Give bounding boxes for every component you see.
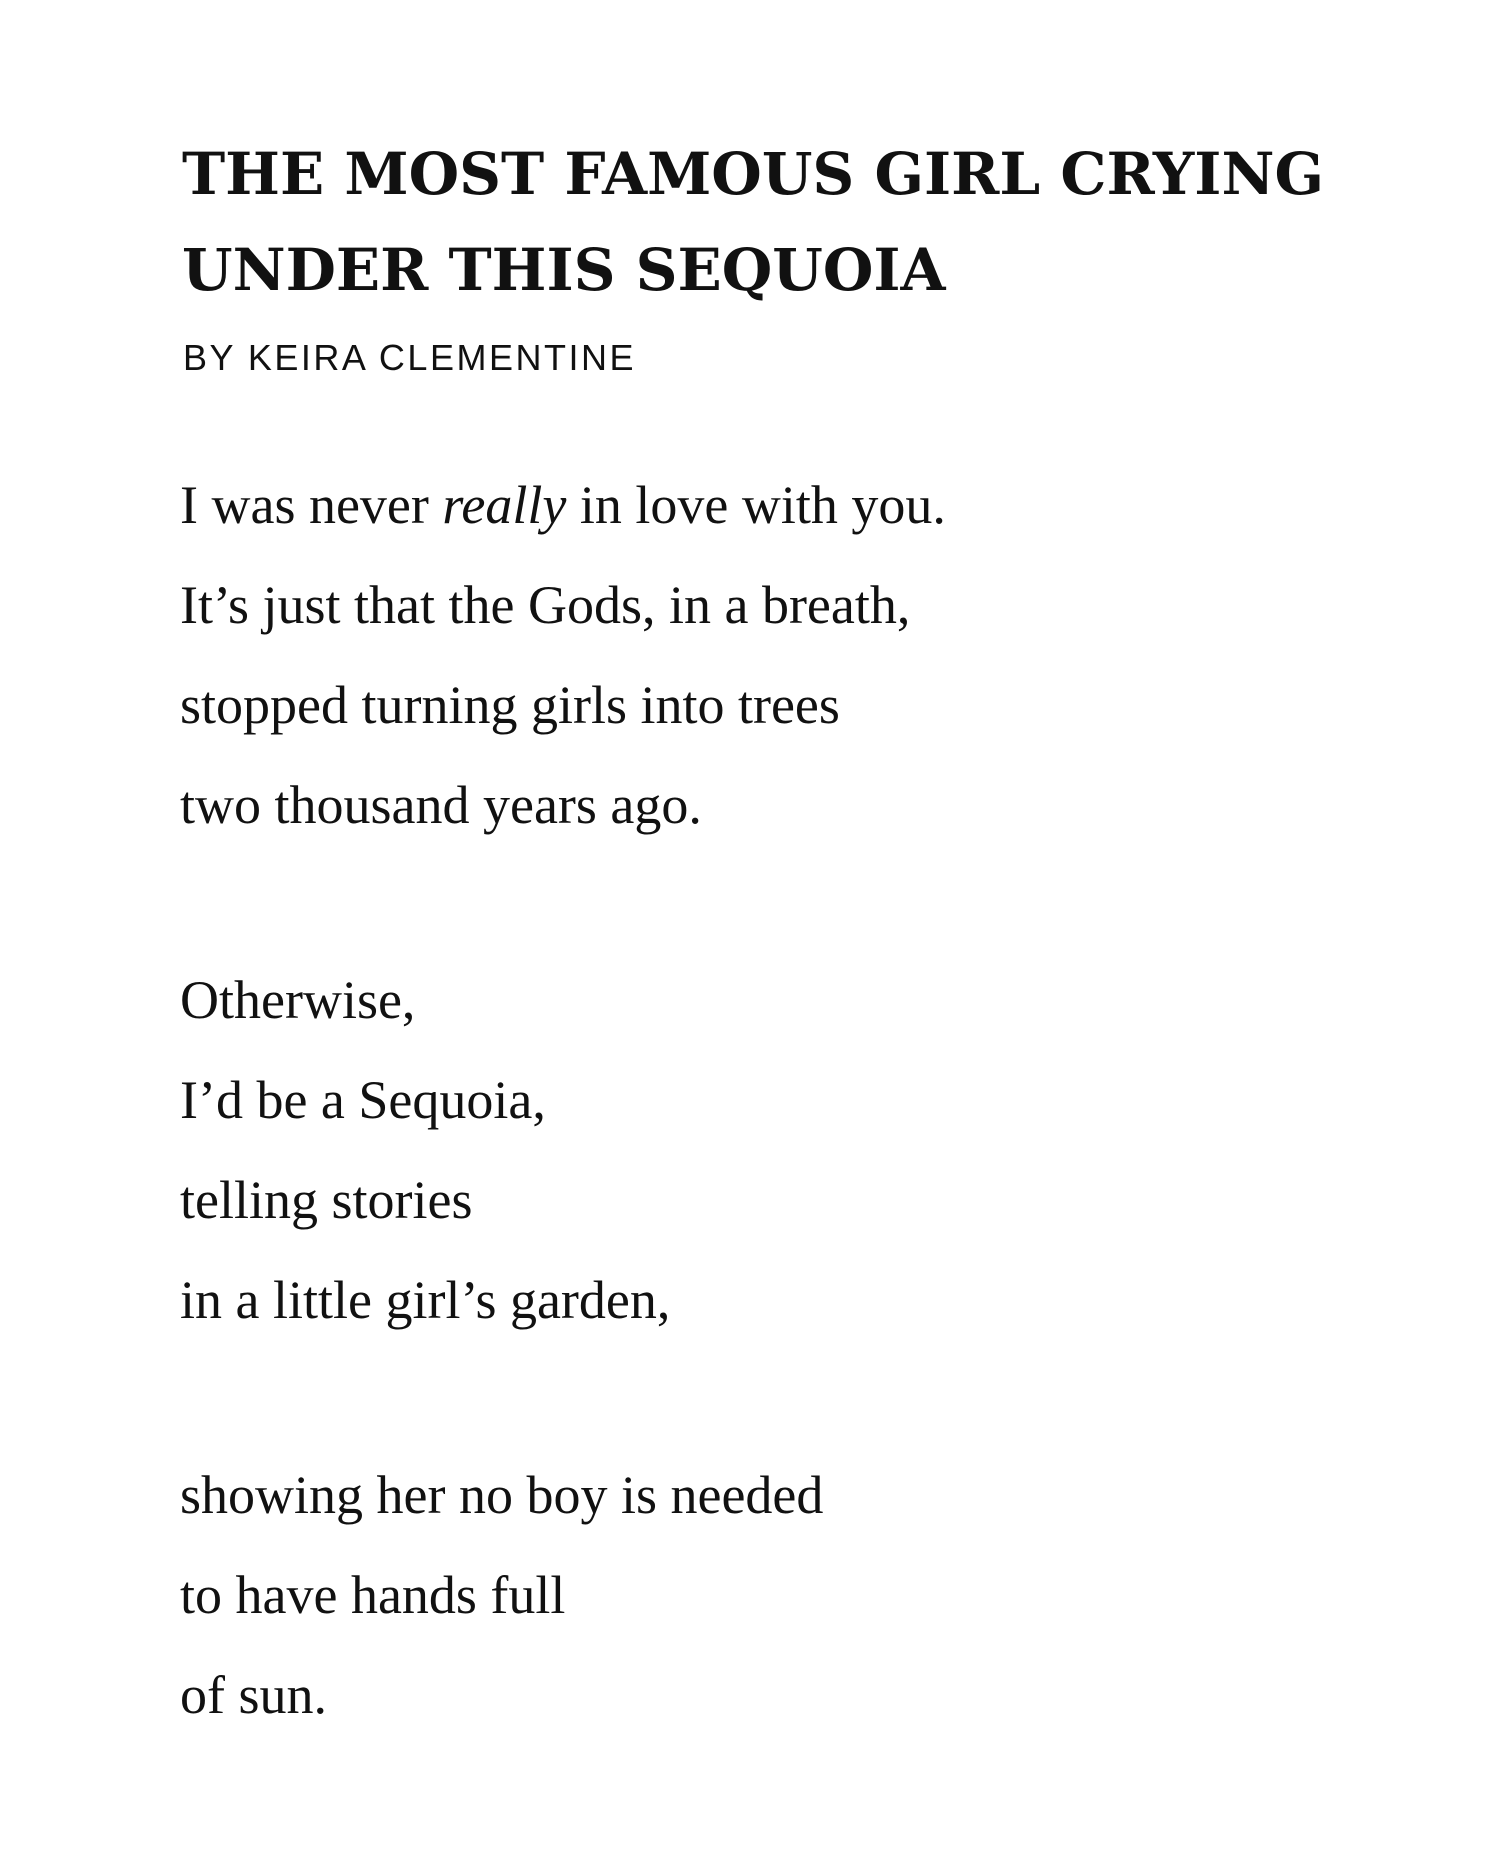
poem-line: I’d be a Sequoia, [180, 1070, 546, 1130]
emphasized-word: really [442, 475, 567, 535]
poem-line: two thousand years ago. [180, 775, 702, 835]
poem-line: telling stories [180, 1170, 473, 1230]
poem-title [182, 126, 1382, 318]
poem-line: showing her no boy is needed [180, 1465, 824, 1525]
poem-title-line: UNDER THIS SEQUOIA [182, 236, 946, 304]
stanza-1 [180, 455, 946, 855]
poem-line: to have hands full [180, 1565, 566, 1625]
poem-line-text: in love with you. [566, 475, 946, 535]
poem-line: in a little girl’s garden, [180, 1270, 671, 1330]
poem-line: stopped turning girls into trees [180, 675, 840, 735]
poem-line [180, 455, 946, 555]
poem-line-text: I was never [180, 475, 443, 535]
stanza-2 [180, 950, 670, 1350]
stanza-3 [180, 1445, 823, 1745]
author-byline: BY KEIRA CLEMENTINE [183, 337, 636, 378]
poem-line: Otherwise, [180, 970, 416, 1030]
poem-title-line: THE MOST FAMOUS GIRL CRYING [182, 140, 1324, 208]
poem-line: of sun. [180, 1665, 327, 1725]
poem-line: It’s just that the Gods, in a breath, [180, 575, 911, 635]
